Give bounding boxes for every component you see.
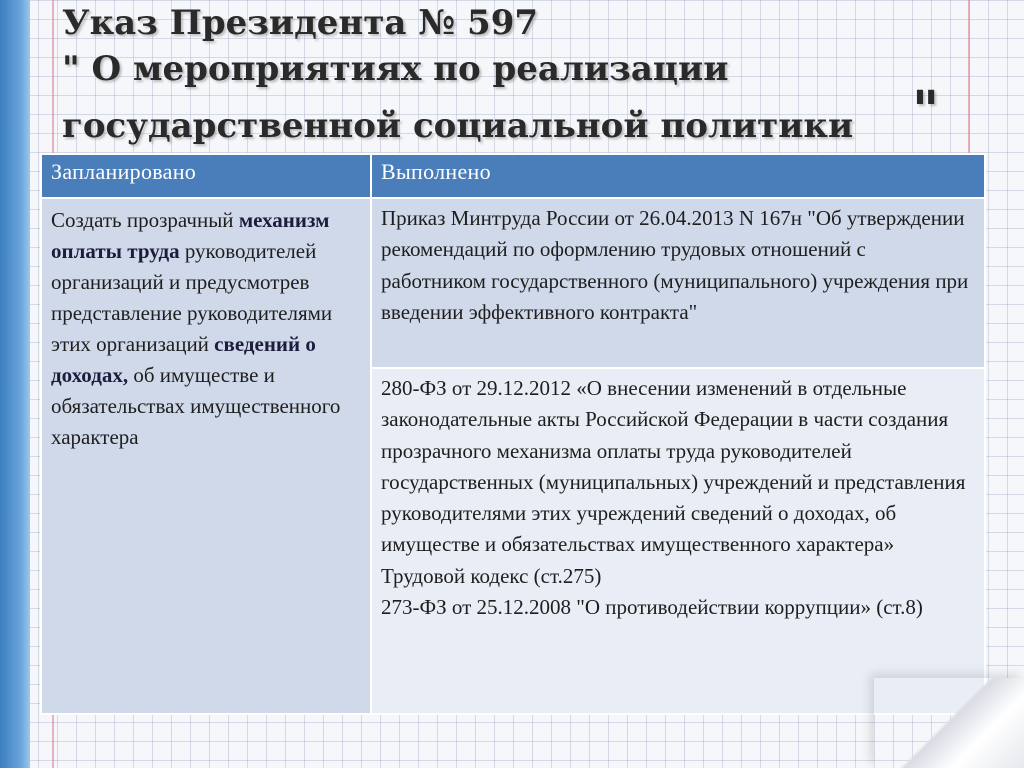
law-273: 273-ФЗ от 25.12.2008 "О противодействии коррупции» (ст.8) (381, 595, 923, 620)
title-line-2: " О мероприятиях по реализации (62, 49, 729, 89)
planned-bold-2: сведений о доходах, (51, 332, 316, 387)
title-line-3: государственной социальной политики (62, 106, 854, 146)
title-line-1: Указ Президента № 597 (62, 3, 539, 43)
decree-table (40, 153, 986, 715)
law-280: 280-ФЗ от 29.12.2012 «О внесении изменений в отдельные законодательные акты Российской Федерации в части создания прозрачного механизма оплаты труда руководителей государственных (муниципальных) учреждений и представления руководителями этих учреждений сведений о доходах, об имуществе и обязательствах имущественного характера» (381, 376, 966, 557)
header-planned: Запланировано (41, 154, 371, 198)
left-blue-stripe (0, 0, 30, 768)
header-done: Выполнено (371, 154, 985, 198)
labor-code: Трудовой кодекс (ст.275) (381, 563, 602, 588)
page-curl (874, 678, 1024, 768)
table-header-row (41, 154, 985, 198)
table-row (41, 198, 985, 368)
planned-bold-1: механизм оплаты труда (51, 208, 330, 263)
planned-text-1: Создать прозрачный (51, 208, 239, 232)
done-cell-order: Приказ Минтруда России от 26.04.2013 N 167н "Об утверждении рекомендаций по оформлению трудовых отношений с работником государственного (муниципального) учреждения при введении эффективного контракта" (371, 198, 985, 368)
page-title (62, 2, 982, 158)
planned-text-3: об имуществе и обязательствах имущественного характера (51, 363, 341, 449)
planned-text-2: руководителей организаций и предусмотрев представление руководителями этих организаций (51, 239, 333, 356)
done-cell-laws (371, 368, 985, 714)
title-close-quote: " (912, 80, 940, 141)
planned-cell (41, 198, 371, 714)
